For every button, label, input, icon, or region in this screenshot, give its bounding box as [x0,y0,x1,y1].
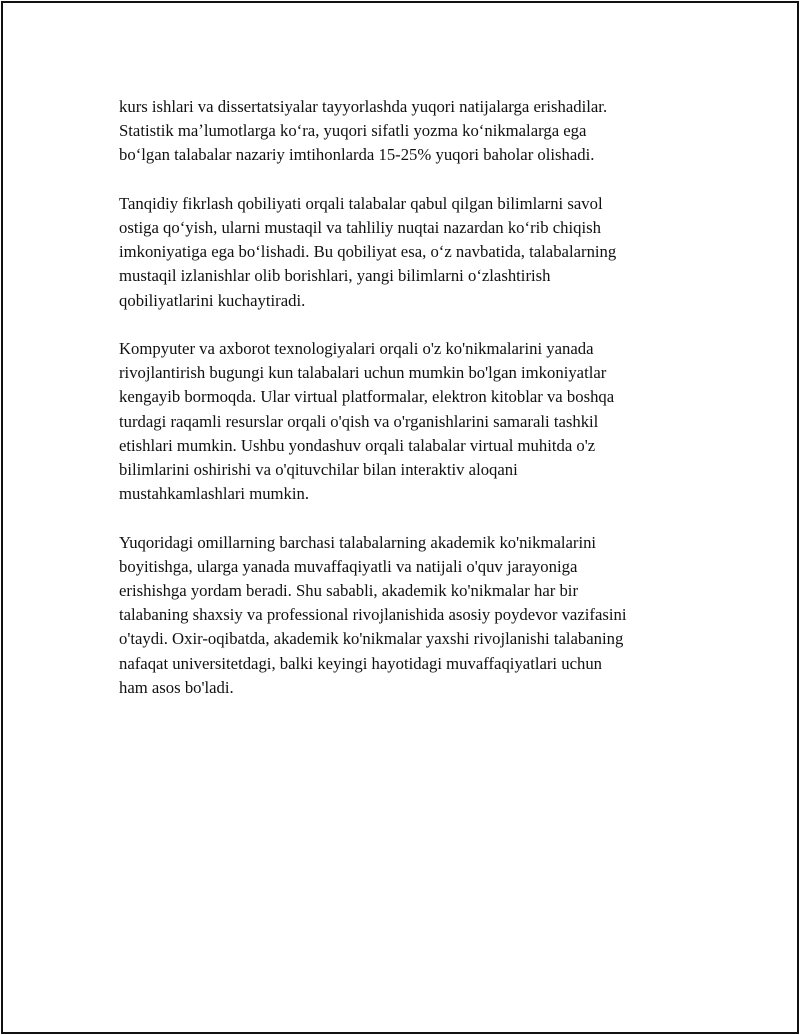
text-line: boʻlgan talabalar nazariy imtihonlarda 15-25% yuqori baholar olishadi. [119,145,595,165]
text-line: qobiliyatlarini kuchaytiradi. [119,290,306,310]
text-line: ham asos bo'ladi. [119,677,234,697]
text-line: o'taydi. Oxir-oqibatda, akademik ko'nikmalar yaxshi rivojlanishi talabaning [119,629,624,649]
text-line: Kompyuter va axborot texnologiyalari orqali o'z ko'nikmalarini yanada [119,339,594,358]
text-line: Yuqoridagi omillarning barchasi talabalarning akademik ko'nikmalarini [119,532,597,552]
text-line: Statistik maʼlumotlarga koʻra, yuqori sifatli yozma koʻnikmalarga ega [119,121,587,141]
text-line: kengayib bormoqda. Ular virtual platformalar, elektron kitoblar va boshqa [119,387,615,407]
text-line: bilimlarini oshirishi va o'qituvchilar bilan interaktiv aloqani [119,460,518,480]
document-body [119,95,699,724]
text-line: ostiga qoʻyish, ularni mustaqil va tahliliy nuqtai nazardan koʻrib chiqish [119,218,601,237]
text-line: boyitishga, ularga yanada muvaffaqiyatli va natijali o'quv jarayoniga [119,556,578,576]
paragraph-4 [119,531,699,700]
paragraph-2 [119,192,699,313]
text-line: turdagi raqamli resurslar orqali o'qish va o'rganishlarini samarali tashkil [119,411,599,431]
text-line: rivojlantirish bugungi kun talabalari uchun mumkin bo'lgan imkoniyatlar [119,363,607,383]
document-page [1,1,799,1034]
text-line: imkoniyatiga ega boʻlishadi. Bu qobiliyat esa, oʻz navbatida, talabalarning [119,242,617,262]
text-line: kurs ishlari va dissertatsiyalar tayyorlashda yuqori natijalarga erishadilar. [119,97,608,116]
text-line: mustaqil izlanishlar olib borishlari, yangi bilimlarni oʻzlashtirish [119,266,551,286]
text-line: nafaqat universitetdagi, balki keyingi hayotidagi muvaffaqiyatlari uchun [119,653,603,673]
text-line: mustahkamlashlari mumkin. [119,484,310,504]
text-line: Tanqidiy fikrlash qobiliyati orqali talabalar qabul qilgan bilimlarni savol [119,193,603,213]
paragraph-1 [119,95,699,168]
text-line: etishlari mumkin. Ushbu yondashuv orqali talabalar virtual muhitda o'z [119,435,596,455]
text-line: talabaning shaxsiy va professional rivojlanishida asosiy poydevor vazifasini [119,605,627,625]
text-line: erishishga yordam beradi. Shu sababli, akademik ko'nikmalar har bir [119,581,579,601]
paragraph-3 [119,337,699,506]
